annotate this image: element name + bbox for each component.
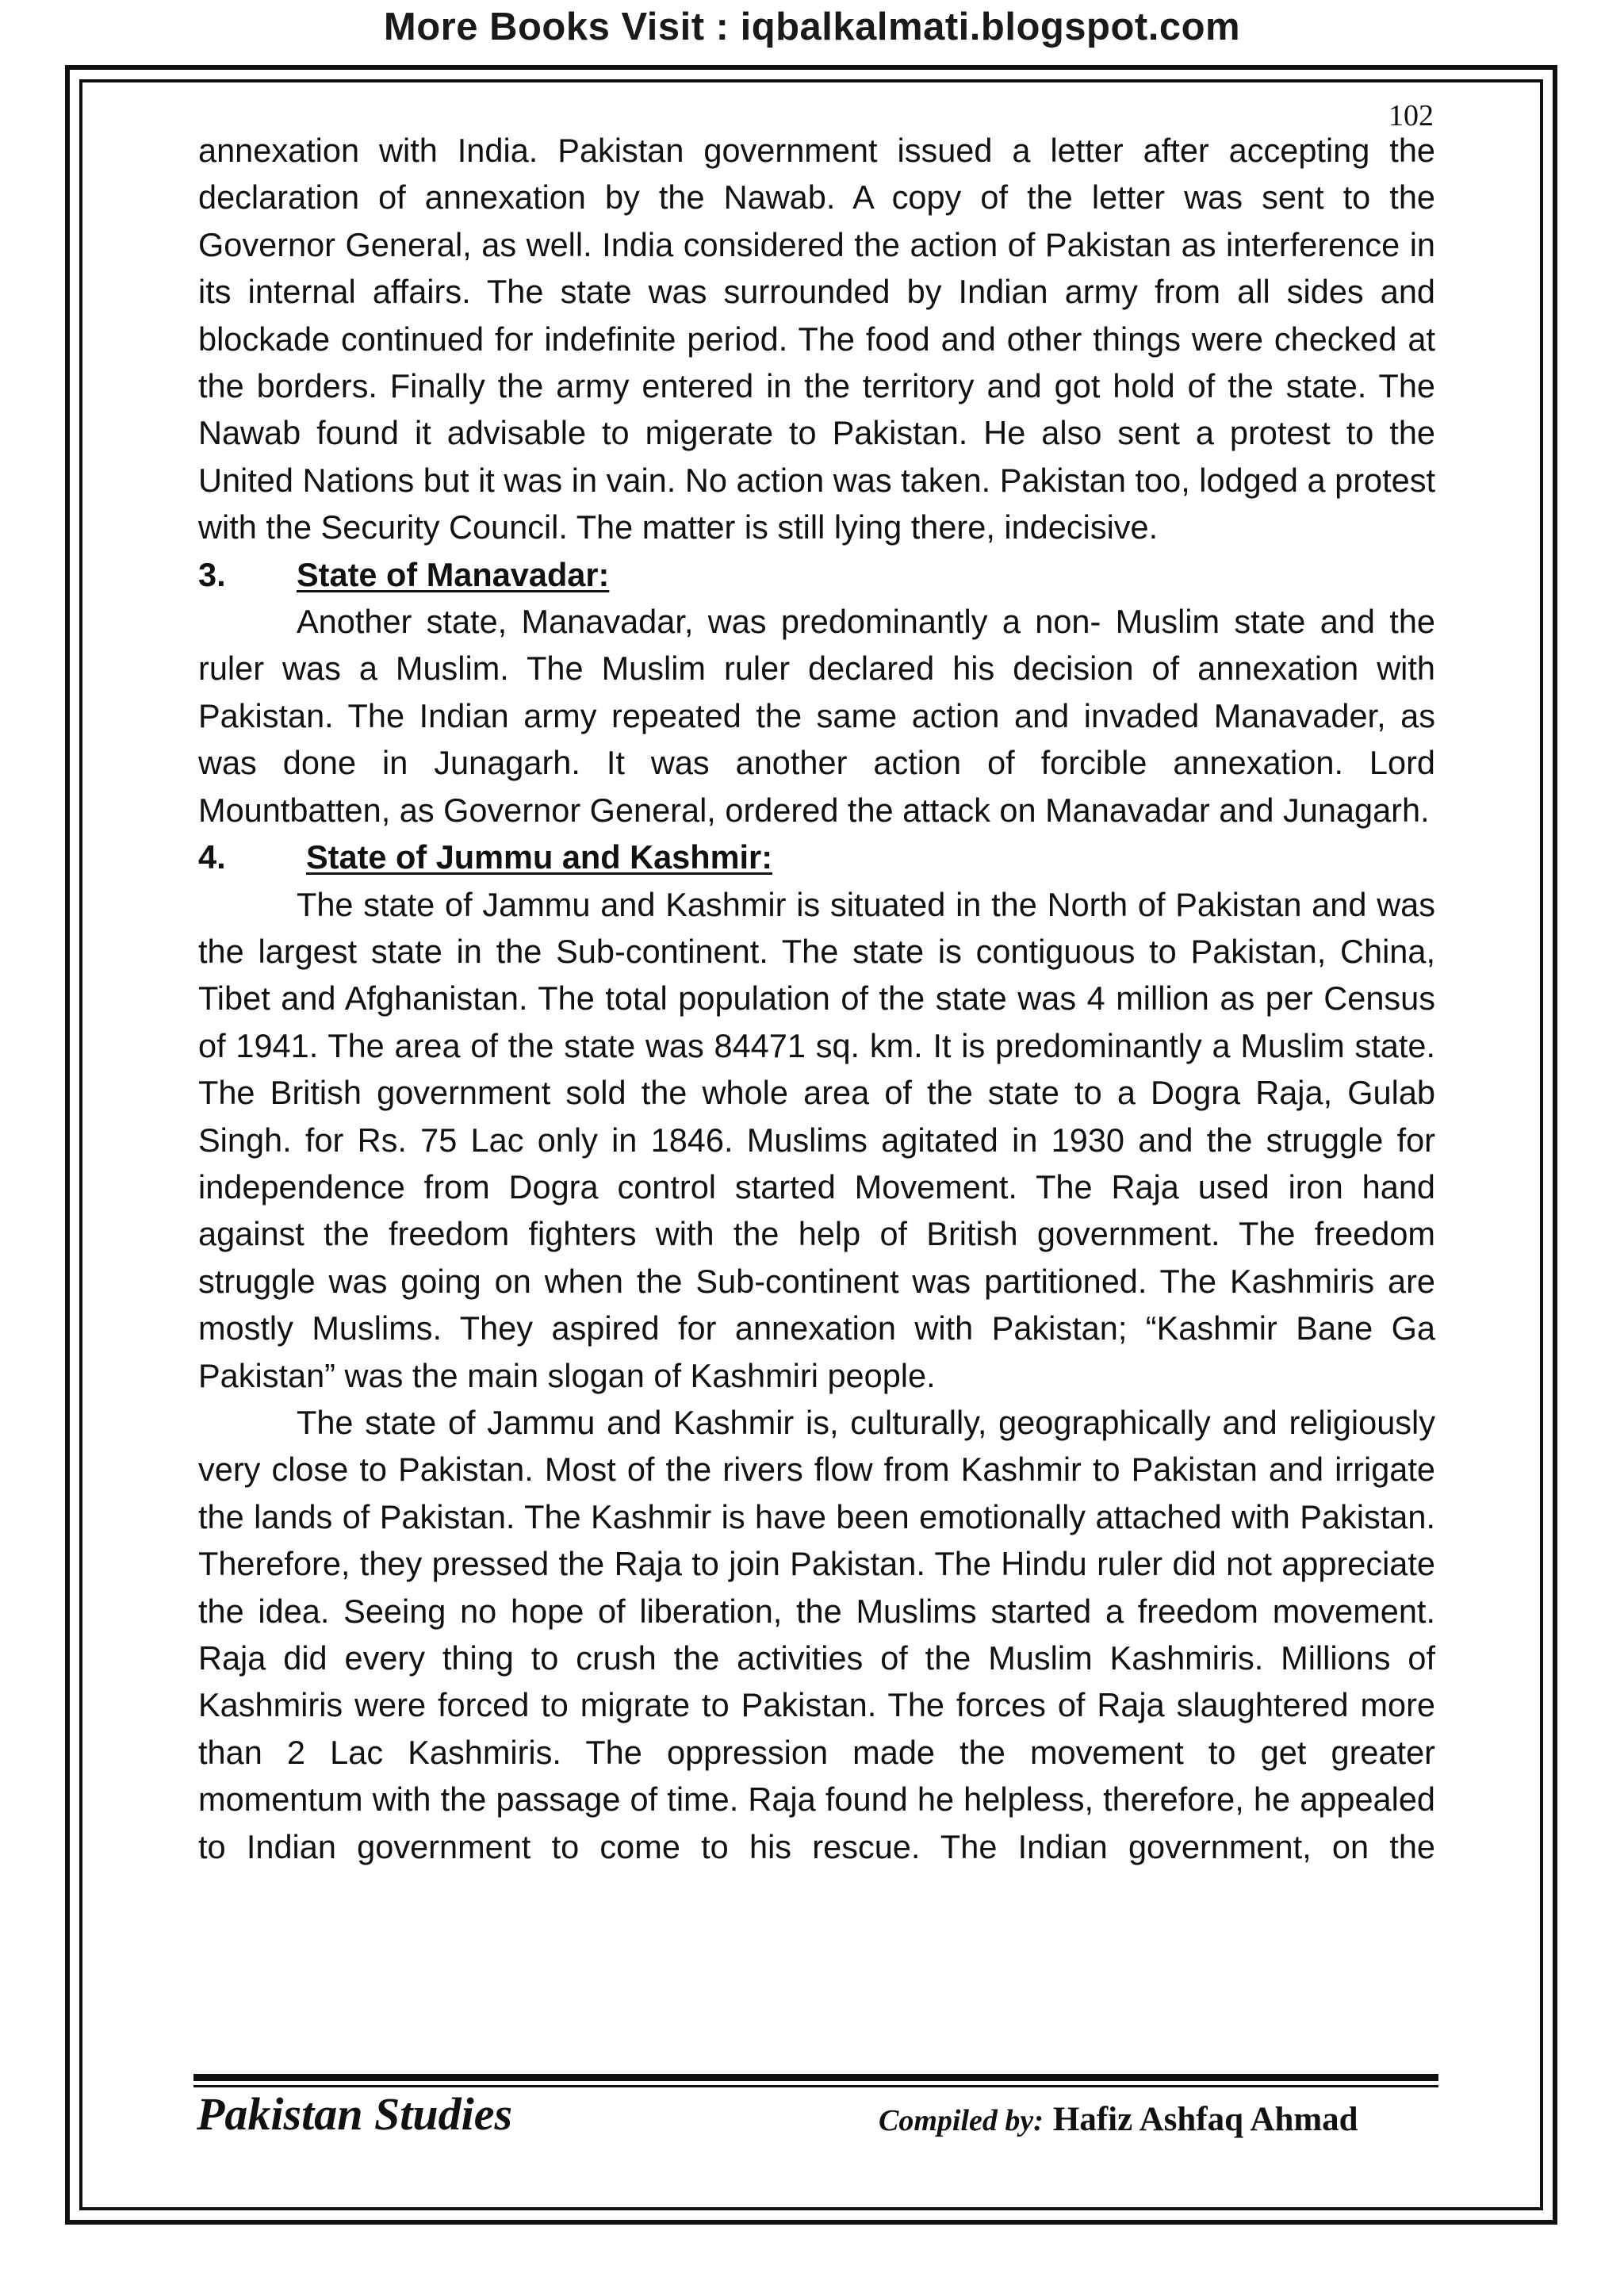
section-number: 4. [198,838,226,876]
compiler-credit [879,2100,1358,2139]
page-body [198,127,1435,1870]
footer-rule-thick [193,2074,1438,2081]
section-title: State of Manavadar: [297,555,610,593]
section-heading-kashmir [198,834,1435,880]
section-title: State of Jummu and Kashmir: [306,838,773,876]
page-number: 102 [1388,99,1434,132]
paragraph-kashmir-culture: The state of Jammu and Kashmir is, culturally, geographically and religiously very close to Pakistan. Most of the rivers flow from Kashmir to Pakistan and irrigate the lands of Pakistan. The Kashmir is have been emotionally attached with Pakistan. Therefore, they pressed the Raja to join Pakistan. The Hindu ruler did not appreciate the idea. Seeing no hope of liberation, the Muslims started a freedom movement. Raja did every thing to crush the activities of the Muslim Kashmiris. Millions of Kashmiris were forced to migrate to Pakistan. The forces of Raja slaughtered more than 2 Lac Kashmiris. The oppression made the movement to get greater momentum with the passage of time. Raja found he helpless, therefore, he appealed to Indian government to come to his rescue. The Indian government, on the [198,1403,1435,1865]
site-banner: More Books Visit : iqbalkalmati.blogspot.com [383,6,1241,48]
paragraph-kashmir-intro: The state of Jammu and Kashmir is situated in the North of Pakistan and was the largest state in the Sub-continent. The state is contiguous to Pakistan, China, Tibet and Afghanistan. The total population of the state was 4 million as per Census of 1941. The area of the state was 84471 sq. km. It is predominantly a Muslim state. The British government sold the whole area of the state to a Dogra Raja, Gulab Singh. for Rs. 75 Lac only in 1846. Muslims agitated in 1930 and the struggle for independence from Dogra control started Movement. The Raja used iron hand against the freedom fighters with the help of British government. The freedom struggle was going on when the Sub-continent was partitioned. The Kashmiris are mostly Muslims. They aspired for annexation with Pakistan; “Kashmir Bane Ga Pakistan” was the main slogan of Kashmiri people. [198,885,1435,1394]
section-number: 3. [198,555,226,593]
paragraph-manavadar: Another state, Manavadar, was predominantly a non- Muslim state and the ruler was a Muslim. The Muslim ruler declared his decision of annexation with Pakistan. The Indian army repeated the same action and invaded Manavader, as was done in Junagarh. It was another action of forcible annexation. Lord Mountbatten, as Governor General, ordered the attack on Manavadar and Junagarh. [198,603,1435,829]
compiled-by-label: Compiled by: [879,2104,1044,2137]
paragraph-junagarh-continued: annexation with India. Pakistan government issued a letter after accepting the declaration of annexation by the Nawab. A copy of the letter was sent to the Governor General, as well. India considered the action of Pakistan as interference in its internal affairs. The state was surrounded by Indian army from all sides and blockade continued for indefinite period. The food and other things were checked at the borders. Finally the army entered in the territory and got hold of the state. The Nawab found it advisable to migerate to Pakistan. He also sent a protest to the United Nations but it was in vain. No action was taken. Pakistan too, lodged a protest with the Security Council. The matter is still lying there, indecisive. [198,132,1435,546]
book-title: Pakistan Studies [197,2088,513,2140]
section-heading-manavadar [198,551,1435,598]
author-name: Hafiz Ashfaq Ahmad [1052,2101,1358,2138]
